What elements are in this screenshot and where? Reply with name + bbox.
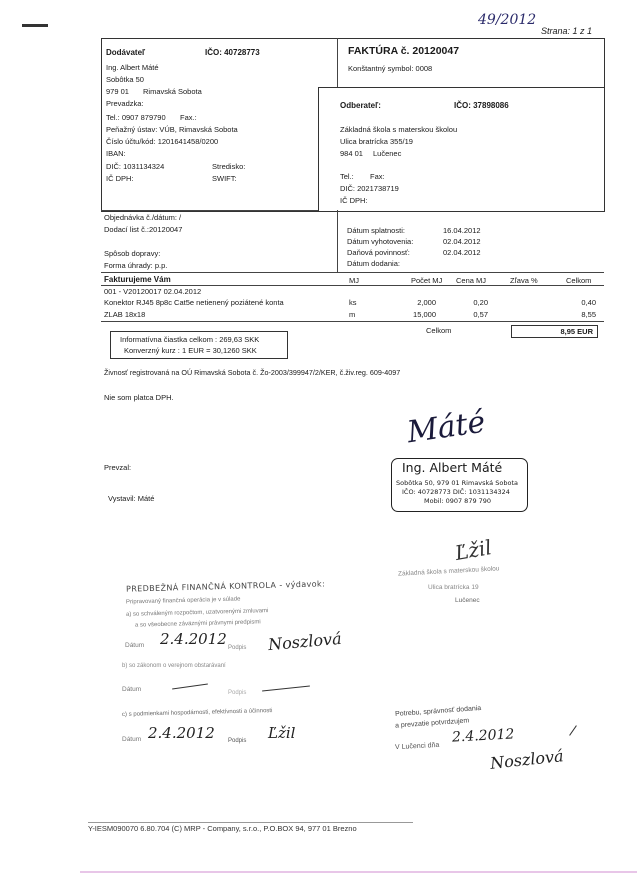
supplier-phone: Tel.: 0907 879790 — [106, 113, 166, 122]
delivery-note: Dodací list č.:20120047 — [104, 225, 183, 234]
row-1-price: 0,20 — [473, 298, 488, 307]
trade-note: Živnosť registrovaná na OÚ Rimavská Sobota č. Žo-2003/399947/2/KER, č.živ.reg. 609-4097 — [104, 368, 401, 377]
supplier-city: Rimavská Sobota — [143, 87, 202, 96]
control-sign3-hand: Ľžil — [268, 724, 296, 742]
handwritten-number: 49/2012 — [478, 12, 537, 28]
stamp-line1: Sobôtka 50, 979 01 Rimavská Sobota — [396, 479, 518, 487]
control-date-label: Dátum — [125, 642, 145, 649]
school-stamp-line2: Ulica bratrícka 19 — [428, 584, 479, 591]
total-value: 8,95 EUR — [560, 327, 593, 336]
issue-date: 02.04.2012 — [443, 237, 481, 246]
control-line3: a so všeobecne záväznými právnymi predpismi — [134, 619, 261, 629]
control-sign-hand: Noszlová — [267, 628, 343, 655]
supplier-premises: Prevadzka: — [106, 99, 144, 108]
vat-note: Nie som platca DPH. — [104, 393, 174, 402]
supplier-ic-dph: IČ DPH: — [106, 174, 134, 183]
control-date-hand: 2.4.2012 — [160, 630, 227, 648]
control-sign2-stroke — [262, 685, 310, 691]
approval-sign-hand: Noszlová — [489, 746, 565, 773]
tax-date: 02.04.2012 — [443, 248, 481, 257]
row-2-price: 0,57 — [473, 310, 488, 319]
approval-line1: Potrebu, správnosť dodania — [394, 704, 482, 719]
customer-street: Ulica bratrícka 355/19 — [340, 137, 413, 146]
table-header-desc: Fakturujeme Vám — [104, 275, 171, 284]
supplier-fax: Fax.: — [180, 113, 197, 122]
stamp-line3: Mobil: 0907 879 790 — [424, 497, 492, 505]
divider-dates-vertical — [337, 210, 338, 272]
due-date-label: Dátum splatnosti: — [347, 226, 405, 235]
approval-tick — [569, 725, 577, 735]
table-header-discount: Zľava % — [510, 276, 538, 285]
footer-text: Y-IESM090070 6.80.704 (C) MRP - Company, s.r.o., P.O.BOX 94, 977 01 Brezno — [88, 824, 357, 833]
tax-date-label: Daňová povinnosť: — [347, 248, 410, 257]
customer-phone: Tel.: — [340, 172, 354, 181]
total-label: Celkom — [426, 326, 452, 335]
bottom-edge-mark — [80, 871, 637, 873]
issue-date-label: Dátum vyhotovenia: — [347, 237, 414, 246]
table-header-unit: MJ — [349, 276, 359, 285]
row-2-unit: m — [349, 310, 356, 319]
issued-by: Vystavil: Máté — [108, 494, 155, 503]
row-2-qty: 15,000 — [413, 310, 436, 319]
row-2-total: 8,55 — [581, 310, 596, 319]
control-date3-hand: 2.4.2012 — [148, 724, 215, 742]
approval-date-hand: 2.4.2012 — [451, 726, 515, 746]
customer-zip: 984 01 — [340, 149, 363, 158]
stamp-name: Ing. Albert Máté — [402, 460, 503, 475]
supplier-heading: Dodávateľ — [106, 48, 146, 57]
supplier-zip: 979 01 — [106, 87, 129, 96]
customer-ico: IČO: 37898086 — [454, 101, 509, 110]
row-1-qty: 2,000 — [417, 298, 436, 307]
supplier-center: Stredisko: — [212, 162, 246, 171]
control-sign2-label: Podpis — [228, 690, 247, 696]
school-initials: Ľžil — [453, 535, 494, 565]
table-header-price: Cena MJ — [456, 276, 487, 285]
table-bottom-rule — [101, 321, 604, 322]
row-1-desc: Konektor RJ45 8p8c Cat5e netienený poziátené konta — [104, 298, 284, 307]
row-1-total: 0,40 — [581, 298, 596, 307]
school-stamp-line3: Lučenec — [455, 597, 480, 604]
signature-scribble: Máté — [404, 404, 488, 451]
control-line2: a) so schváleným rozpočtom, uzatvorenými zmluvami — [125, 608, 269, 618]
table-header-rule — [101, 285, 604, 286]
supplier-dic: DIČ: 1031134324 — [106, 162, 165, 171]
stamp-line2: IČO: 40728773 DIČ: 1031134324 — [402, 488, 510, 496]
school-stamp-line1: Základná škola s materskou školou — [397, 565, 500, 578]
payment-method: Forma úhrady: p.p. — [104, 261, 168, 270]
customer-heading: Odberateľ: — [340, 101, 381, 110]
control-line4: b) so zákonom o verejnom obstarávaní — [122, 663, 226, 669]
control-date3-label: Dátum — [122, 736, 142, 743]
order-number: Objednávka č./dátum: / — [104, 213, 182, 222]
control-sign3-label: Podpis — [228, 738, 247, 744]
supplier-ico: IČO: 40728773 — [205, 48, 260, 57]
page-label: Strana: 1 z 1 — [541, 26, 593, 36]
approval-line3: V Lučenci dňa — [394, 741, 440, 752]
customer-fax: Fax: — [370, 172, 385, 181]
control-date2-stroke — [172, 683, 208, 689]
delivery-date-label: Dátum dodania: — [347, 259, 400, 268]
customer-city: Lučenec — [373, 149, 402, 158]
approval-line2: a prevzatie potvrdzujem — [394, 717, 470, 730]
supplier-swift: SWIFT: — [212, 174, 237, 183]
footer-rule — [88, 822, 413, 823]
supplier-street: Sobôtka 50 — [106, 75, 144, 84]
supplier-account: Číslo účtu/kód: 1201641458/0200 — [106, 137, 219, 146]
row-2-desc: ZLAB 18x18 — [104, 310, 146, 319]
control-line1: Pripravovaný finančná operácia je v súlade — [125, 596, 241, 606]
due-date: 16.04.2012 — [443, 226, 481, 235]
received-label: Prevzal: — [104, 463, 132, 472]
info-amount: Informatívna čiastka celkom : 269,63 SKK — [120, 335, 260, 344]
transport-method: Spôsob dopravy: — [104, 249, 161, 258]
supplier-name: Ing. Albert Máté — [106, 63, 159, 72]
supplier-iban: IBAN: — [106, 149, 126, 158]
control-sign-label: Podpis — [228, 645, 247, 651]
control-date2-label: Dátum — [122, 686, 142, 693]
table-top-rule — [101, 272, 604, 273]
table-header-total: Celkom — [566, 276, 592, 285]
row-1-unit: ks — [349, 298, 357, 307]
constant-symbol: Konštantný symbol: 0008 — [348, 64, 433, 73]
scan-mark — [22, 24, 48, 27]
control-line5: c) s podmienkami hospodárnosti, efektívnosti a účinnosti — [121, 708, 273, 718]
divider-vertical-top — [337, 38, 338, 87]
supplier-bank: Peňažný ústav: VÚB, Rimavská Sobota — [106, 125, 238, 134]
info-rate: Konverzný kurz : 1 EUR = 30,1260 SKK — [124, 346, 257, 355]
invoice-title: FAKTÚRA č. 20120047 — [348, 45, 460, 57]
customer-dic: DIČ: 2021738719 — [340, 184, 399, 193]
control-title: PREDBEŽNÁ FINANČNÁ KONTROLA - výdavok: — [125, 579, 326, 594]
table-header-qty: Počet MJ — [411, 276, 443, 285]
customer-name: Základná škola s materskou školou — [340, 125, 458, 134]
table-group: 001 - V20120017 02.04.2012 — [104, 287, 202, 296]
customer-ic-dph: IČ DPH: — [340, 196, 368, 205]
